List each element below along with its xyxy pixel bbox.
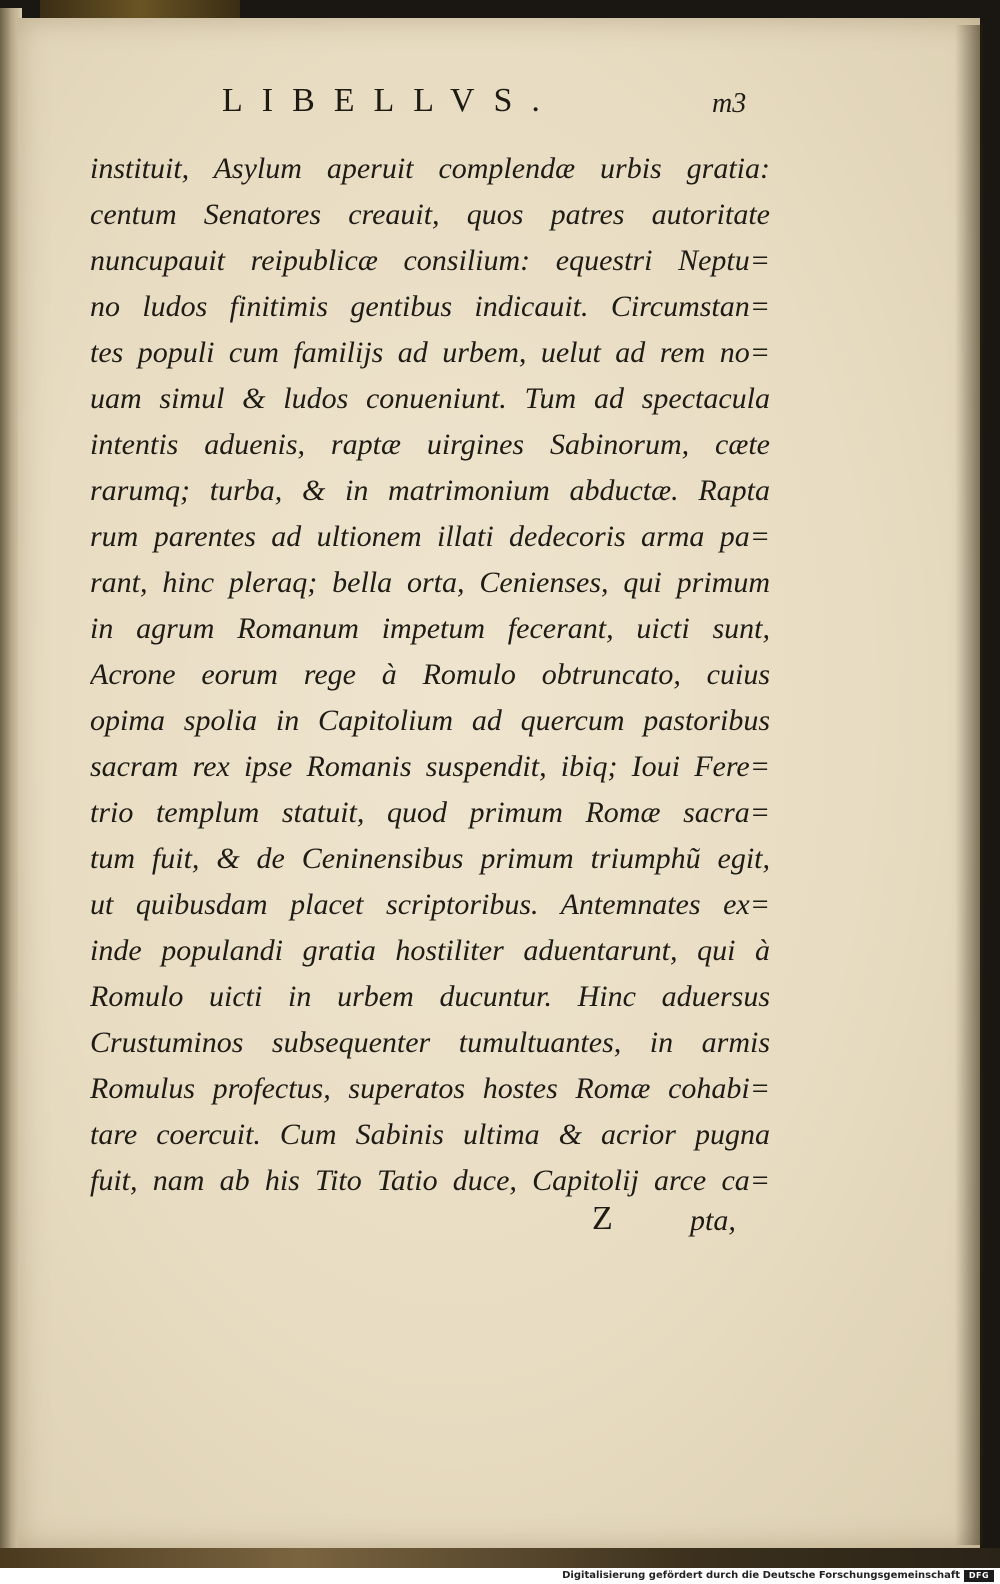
text-line: Romulus profectus, superatos hostes Romæ cohabi= <box>90 1072 770 1105</box>
text-line: no ludos finitimis gentibus indicauit. Circumstan= <box>90 290 770 323</box>
text-line: ut quibusdam placet scriptoribus. Antemnates ex= <box>90 888 770 921</box>
text-line: centum Senatores creauit, quos patres autoritate <box>90 198 770 231</box>
dfg-logo: DFG <box>964 1570 994 1582</box>
binding-edge-bottom <box>0 1548 1000 1568</box>
text-line: inde populandi gratia hostiliter aduentarunt, qui à <box>90 934 770 967</box>
text-line: Crustuminos subsequenter tumultuantes, in armis <box>90 1026 770 1059</box>
page-header <box>0 82 1000 132</box>
digitization-note: Digitalisierung gefördert durch die Deutsche Forschungsgemeinschaft <box>562 1570 960 1581</box>
text-line: rarumq; turba, & in matrimonium abductæ. Rapta <box>90 474 770 507</box>
text-line: nuncupauit reipublicæ consilium: equestri Neptu= <box>90 244 770 277</box>
text-line: fuit, nam ab his Tito Tatio duce, Capitolij arce ca= <box>90 1164 770 1197</box>
text-line: tum fuit, & de Ceninensibus primum triumphũ egit, <box>90 842 770 875</box>
text-line: uam simul & ludos conueniunt. Tum ad spectacula <box>90 382 770 415</box>
catchword: pta, <box>690 1204 736 1237</box>
body-text <box>90 146 770 1204</box>
text-line: Romulo uicti in urbem ducuntur. Hinc aduersus <box>90 980 770 1013</box>
text-line: sacram rex ipse Romanis suspendit, ibiq; Ioui Fere= <box>90 750 770 783</box>
text-line: tes populi cum familijs ad urbem, uelut ad rem no= <box>90 336 770 369</box>
text-line: intentis aduenis, raptæ uirgines Sabinorum, cæte <box>90 428 770 461</box>
digitization-credit-bar <box>0 1568 1000 1584</box>
text-line: instituit, Asylum aperuit complendæ urbis gratia: <box>90 152 770 185</box>
folio-number: m3 <box>712 88 747 119</box>
text-line: Acrone eorum rege à Romulo obtruncato, cuius <box>90 658 770 691</box>
text-line: trio templum statuit, quod primum Romæ sacra= <box>90 796 770 829</box>
running-head: LIBELLVS. <box>222 82 559 119</box>
signature-mark: Z <box>592 1200 613 1237</box>
text-line: in agrum Romanum impetum fecerant, uicti sunt, <box>90 612 770 645</box>
text-line: rum parentes ad ultionem illati dedecoris arma pa= <box>90 520 770 553</box>
text-line: rant, hinc pleraq; bella orta, Cenienses, qui primum <box>90 566 770 599</box>
page-footer <box>0 1200 1000 1260</box>
text-line: opima spolia in Capitolium ad quercum pastoribus <box>90 704 770 737</box>
binding-edge-top <box>40 0 240 20</box>
text-line: tare coercuit. Cum Sabinis ultima & acrior pugna <box>90 1118 770 1151</box>
page-right-shadow <box>955 25 983 1545</box>
